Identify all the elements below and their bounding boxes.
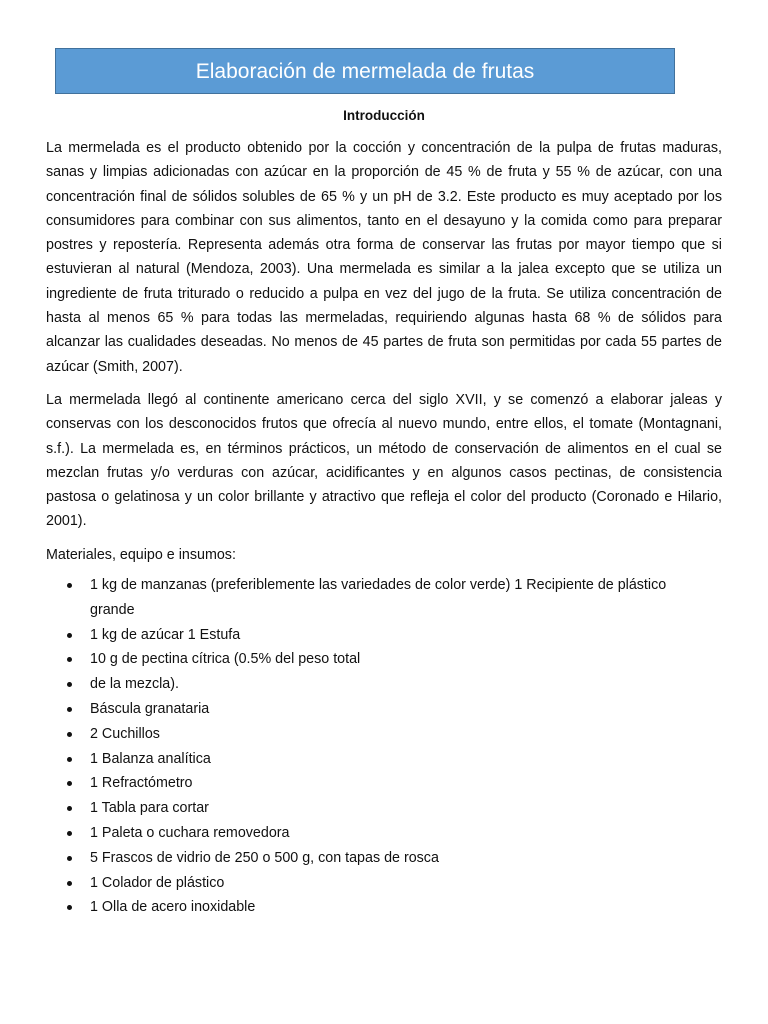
bullet-icon: [67, 856, 72, 861]
document-title: Elaboración de mermelada de frutas: [195, 59, 535, 83]
materials-label: Materiales, equipo e insumos:: [46, 546, 236, 563]
list-item-text: 10 g de pectina cítrica (0.5% del peso total: [90, 651, 361, 668]
list-item: [46, 796, 722, 821]
section-heading: Introducción: [343, 108, 425, 123]
list-item-text: 2 Cuchillos: [90, 725, 160, 742]
list-item-text: 1 kg de azúcar 1 Estufa: [90, 626, 241, 643]
list-item-text: 1 kg de manzanas (preferiblemente las variedades de color verde) 1 Recipiente de plástico grande: [90, 577, 667, 618]
bullet-icon: [67, 583, 72, 588]
list-item: [46, 846, 722, 871]
bullet-icon: [67, 757, 72, 762]
list-item: [46, 672, 722, 697]
list-item: [46, 722, 722, 747]
bullet-icon: [67, 806, 72, 811]
intro-paragraph-1: La mermelada es el producto obtenido por la cocción y concentración de la pulpa de frutas maduras, sanas y limpias adicionadas con azúcar en la proporción de 45 % de fruta y 55 % de azúcar, con una concentración final de sólidos solubles de 65 % y un pH de 3.2. Este producto es muy aceptado por los consumidores para combinar con sus alimentos, tanto en el desayuno y la comida como para preparar postres y repostería. Representa además otra forma de conservar las frutas por mayor tiempo que si estuvieran al natural (Mendoza, 2003). Una mermelada es similar a la jalea excepto que se utiliza un ingrediente de fruta triturado o reducido a pulpa en vez del jugo de la fruta. Se utiliza concentración de hasta al menos 65 % para todas las mermeladas, requiriendo algunas hasta 68 % de sólidos para alcanzar las cualidades deseadas. No menos de 45 partes de fruta son permitidas por cada 55 partes de azúcar (Smith, 2007).: [46, 140, 722, 375]
bullet-icon: [67, 633, 72, 638]
bullet-icon: [67, 905, 72, 910]
list-item: [46, 771, 722, 796]
materials-list: [46, 573, 722, 920]
bullet-icon: [67, 831, 72, 836]
bullet-icon: [67, 657, 72, 662]
list-item-text: 1 Paleta o cuchara removedora: [90, 825, 290, 842]
list-item: [46, 895, 722, 920]
bullet-icon: [67, 682, 72, 687]
list-item-text: 1 Olla de acero inoxidable: [90, 899, 256, 916]
list-item: [46, 697, 722, 722]
list-item: [46, 573, 722, 623]
list-item-text: 5 Frascos de vidrio de 250 o 500 g, con tapas de rosca: [90, 849, 439, 866]
list-item: [46, 647, 722, 672]
bullet-icon: [67, 881, 72, 886]
list-item-text: 1 Balanza analítica: [90, 750, 211, 767]
list-item: [46, 871, 722, 896]
list-item-text: de la mezcla).: [90, 676, 179, 693]
bullet-icon: [67, 732, 72, 737]
bullet-icon: [67, 707, 72, 712]
bullet-icon: [67, 781, 72, 786]
document-body: [46, 106, 722, 920]
list-item-text: 1 Colador de plástico: [90, 874, 225, 891]
title-banner: [55, 48, 675, 94]
list-item-text: Báscula granataria: [90, 701, 210, 718]
list-item: [46, 623, 722, 648]
list-item-text: 1 Tabla para cortar: [90, 800, 209, 817]
list-item: [46, 747, 722, 772]
intro-paragraph-2: La mermelada llegó al continente americano cerca del siglo XVII, y se comenzó a elaborar jaleas y conservas con los desconocidos frutos que ofrecía al nuevo mundo, entre ellos, el tomate (Montagnani, s.f.). La mermelada es, en términos prácticos, un método de conservación de alimentos en el cual se mezclan frutas y/o verduras con azúcar, acidificantes y en algunos casos pectinas, de consistencia pastosa o gelatinosa y un color brillante y atractivo que refleja el color del producto (Coronado e Hilario, 2001).: [46, 391, 722, 530]
list-item-text: 1 Refractómetro: [90, 775, 193, 792]
list-item: [46, 821, 722, 846]
